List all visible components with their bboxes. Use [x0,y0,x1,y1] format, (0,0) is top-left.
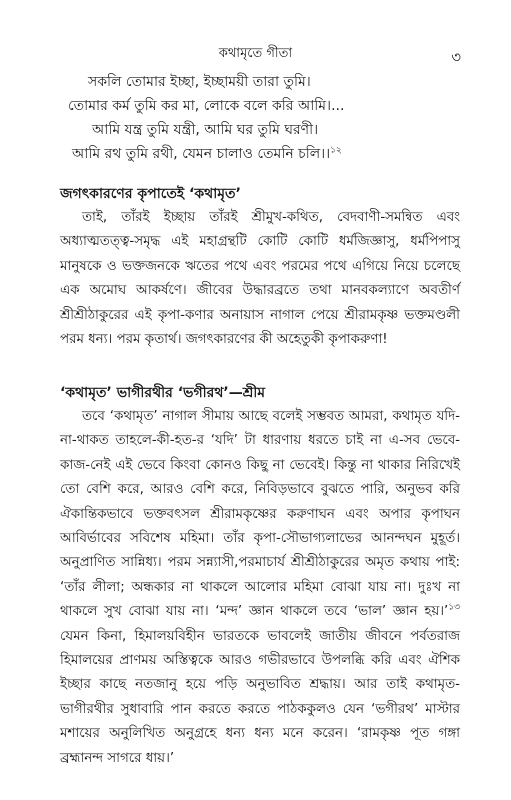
paragraph-1-text: তাই, তাঁরই ইচ্ছায় তাঁরই শ্রীমুখ-কথিত, বেদবাণী-সমন্বিত এবং অধ্যাত্মতত্ত্ব-সমৃদ্ধ এই মহাগ্রন্থটি কোটি কোটি ধর্মজিজ্ঞাসু, ধর্মপিপাসু মানুষকে ও ভক্তজনকে ঋতের পথে এবং পরমের পথে এগিয়ে নিয়ে চলেছে এক অমোঘ আকর্ষণে। জীবের উদ্ধারব্রতে তথা মানবকল্যাণে অবতীর্ণ শ্রীশ্রীঠাকুরের এই কৃপা-কণার অনায়াস নাগাল পেয়ে শ্রীরামকৃষ্ণ ভক্তমণ্ডলী পরম ধন্য। পরম কৃতার্থ। জগৎকারণের কী অহেতুকী কৃপাকরুণা! [60,210,460,348]
footnote-marker-12: ১২ [330,145,342,156]
paragraph-2-part-2: যেমন কিনা, হিমালয়বিহীন ভারতকে ভাবলেই জাতীয় জীবনে পর্বতরাজ হিমালয়ের প্রাণময় অস্তিত্বকে আরও গভীরভাবে উপলব্ধি করি এবং ঐশিক ইচ্ছার কাছে নতজানু হয়ে পড়ি অনুভাবিত শ্রদ্ধায়। আর তাই কথামৃত-ভাগীরথীর সুধাবারি পান করতে করতে পাঠককুলও যেন ‘ভগীরথ’ মাস্টার মশায়ের অনুলিখিত অনুগ্রহে ধন্য ধন্য মনে করেন। ‘রামকৃষ্ণ পূত গঙ্গা ব্রহ্মানন্দ সাগরে ধায়।’ [60,628,460,766]
page-number: ৩ [451,48,461,66]
footnote-marker-13: ১৩ [448,602,460,613]
paragraph-2-text [60,405,460,771]
verse-line-1: সকলি তোমার ইচ্ছা, ইচ্ছাময়ী তারা তুমি। [88,74,311,90]
verse-line-2: তোমার কর্ম তুমি কর মা, লোকে বলে করি আমি।... [68,98,345,114]
paragraph-1 [60,206,460,352]
section-heading-1: জগৎকারণের কৃপাতেই ‘কথামৃত’ [60,186,241,202]
verse-line-4 [72,142,342,166]
verse-line-4-text: আমি রথ তুমি রথী, যেমন চালাও তেমনি চলি।। [72,146,331,162]
section-heading-2: ‘কথামৃত’ ভাগীরথীর ‘ভগীরথ’—শ্রীম [60,385,266,401]
paragraph-2 [60,405,460,771]
paragraph-2-part-1: তবে ‘কথামৃত’ নাগাল সীমায় আছে বলেই সম্ভবত আমরা, কথামৃত যদি-না-থাকত তাহলে-কী-হত-র ‘যদি’ টা ধারণায় ধরতে চাই না এ-সব ভেবে-কাজ-নেই এই ভেবে কিংবা কোনও কিছু না ভেবেই। কিন্তু না থাকার নিরিখেই তো বেশি করে, আরও বেশি করে, নিবিড়ভাবে বুঝতে পারি, অনুভব করি ঐকান্তিকভাবে ভক্তবৎসল শ্রীরামকৃষ্ণের করুণাঘন এবং অপার কৃপাঘন আবির্ভাবের সবিশেষ মহিমা। তাঁর কৃপা-সৌভাগ্যলাভের আনন্দঘন মুহূর্ত। অনুপ্রাণিত সান্নিধ্য। পরম সন্ন্যাসী,পরমাচার্য শ্রীশ্রীঠাকুরের অমৃত কথায় পাই: ‘তাঁর লীলা; অন্ধকার না থাকলে আলোর মহিমা বোঝা যায় না। দুঃখ না থাকলে সুখ বোঝা যায় না। ‘মন্দ’ জ্ঞান থাকলে তবে ‘ভাল’ জ্ঞান হয়।’ [60,409,460,620]
running-header: কথামৃতে গীতা [218,46,293,61]
verse-block [0,70,511,170]
verse-line-3: আমি যন্ত্র তুমি যন্ত্রী, আমি ঘর তুমি ঘরণী। [92,122,319,138]
